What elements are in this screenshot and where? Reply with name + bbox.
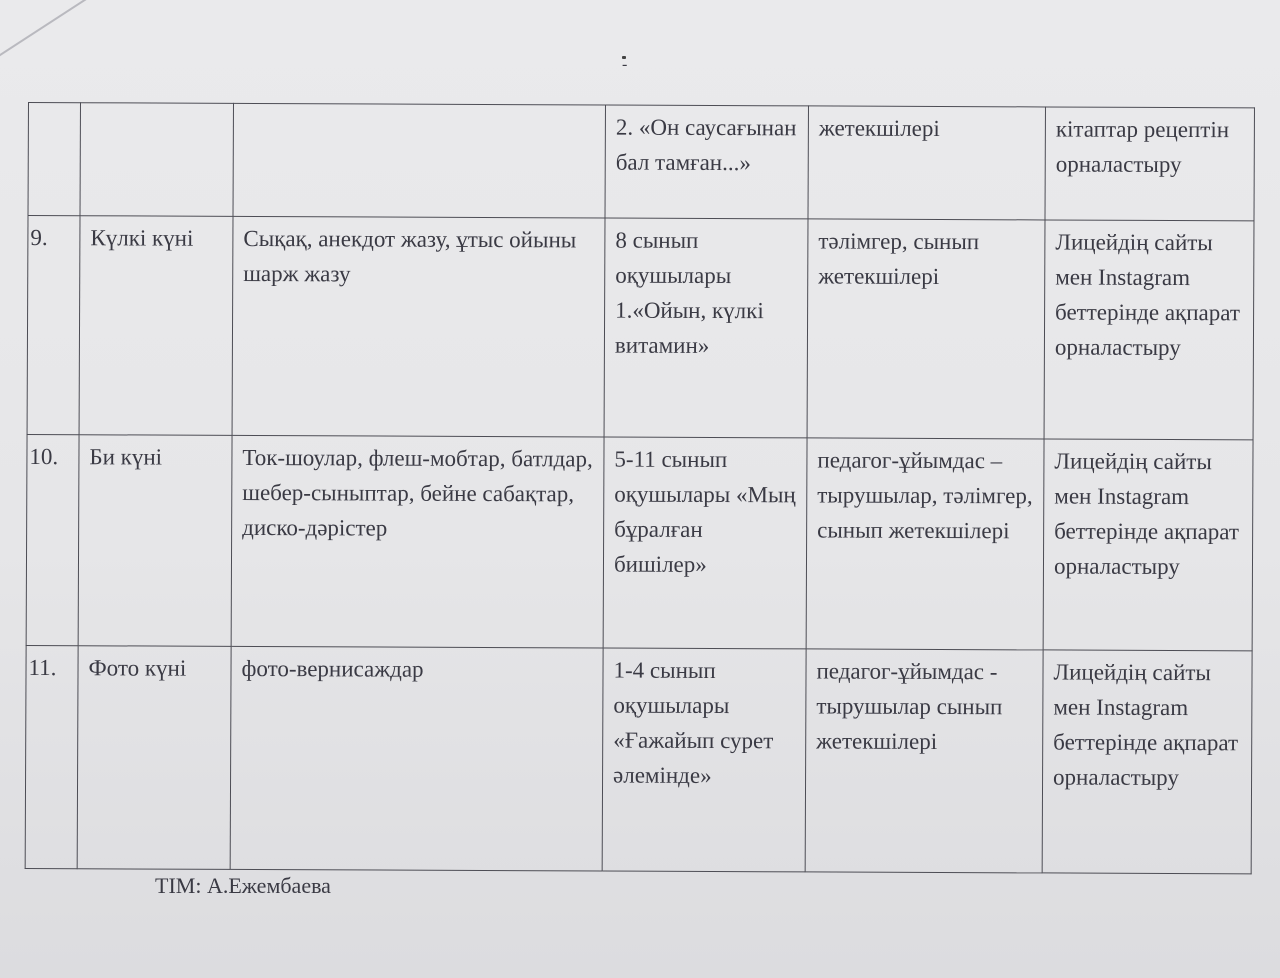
event-name-cell [80, 103, 233, 217]
row-number-cell: 10. [26, 434, 79, 645]
event-name-cell: Би күні [78, 435, 232, 647]
row-number-cell: 11. [25, 645, 78, 868]
signature-line: ТІМ: А.Ежембаева [155, 873, 331, 898]
participants-cell: 5-11 сынып оқушылары «Мың бұралған бишілер» [603, 437, 807, 649]
activity-cell: фото-вернисаждар [230, 646, 603, 871]
ink-speck: - [622, 56, 628, 73]
activity-cell: Ток-шоулар, флеш-мобтар, батлдар, шебер-сыныптар, бейне сабақтар, диско-дәрістер [231, 435, 604, 648]
result-cell: Лицейдің сайты мен Instagram беттерінде ақпарат орналастыру [1042, 650, 1252, 874]
event-name-cell: Күлкі күні [79, 216, 233, 436]
paper-fold-line [0, 0, 162, 82]
result-cell: Лицейдің сайты мен Instagram беттерінде ақпарат орналастыру [1043, 439, 1253, 651]
responsible-cell: тәлімгер, сынып жетекшілері [807, 219, 1045, 439]
responsible-cell: жетекшілері [808, 106, 1045, 220]
participants-cell: 8 сынып оқушылары 1.«Ойын, күлкі витамин» [604, 218, 808, 438]
table-row [25, 645, 1252, 873]
table-row [27, 216, 1254, 440]
row-number-cell [28, 103, 80, 216]
responsible-cell: педагог-ұйымдас –тырушылар, тәлімгер, сынып жетекшілері [806, 438, 1044, 650]
activity-cell: Сықақ, анекдот жазу, ұтыс ойыны шарж жазу [232, 216, 605, 437]
event-name-cell: Фото күні [77, 646, 231, 870]
result-cell: кітаптар рецептін орналастыру [1045, 107, 1254, 221]
row-number-cell: 9. [27, 216, 80, 435]
participants-cell: 1-4 сынып оқушылары «Ғажайып сурет әлемінде» [602, 648, 806, 872]
events-table [25, 102, 1255, 874]
activity-cell [233, 103, 605, 218]
table-row [28, 103, 1254, 221]
table-row [26, 434, 1253, 650]
responsible-cell: педагог-ұйымдас - тырушылар сынып жетекшілері [805, 649, 1043, 873]
result-cell: Лицейдің сайты мен Instagram беттерінде ақпарат орналастыру [1044, 220, 1254, 440]
participants-cell: 2. «Он саусағынан бал тамған...» [605, 105, 808, 219]
